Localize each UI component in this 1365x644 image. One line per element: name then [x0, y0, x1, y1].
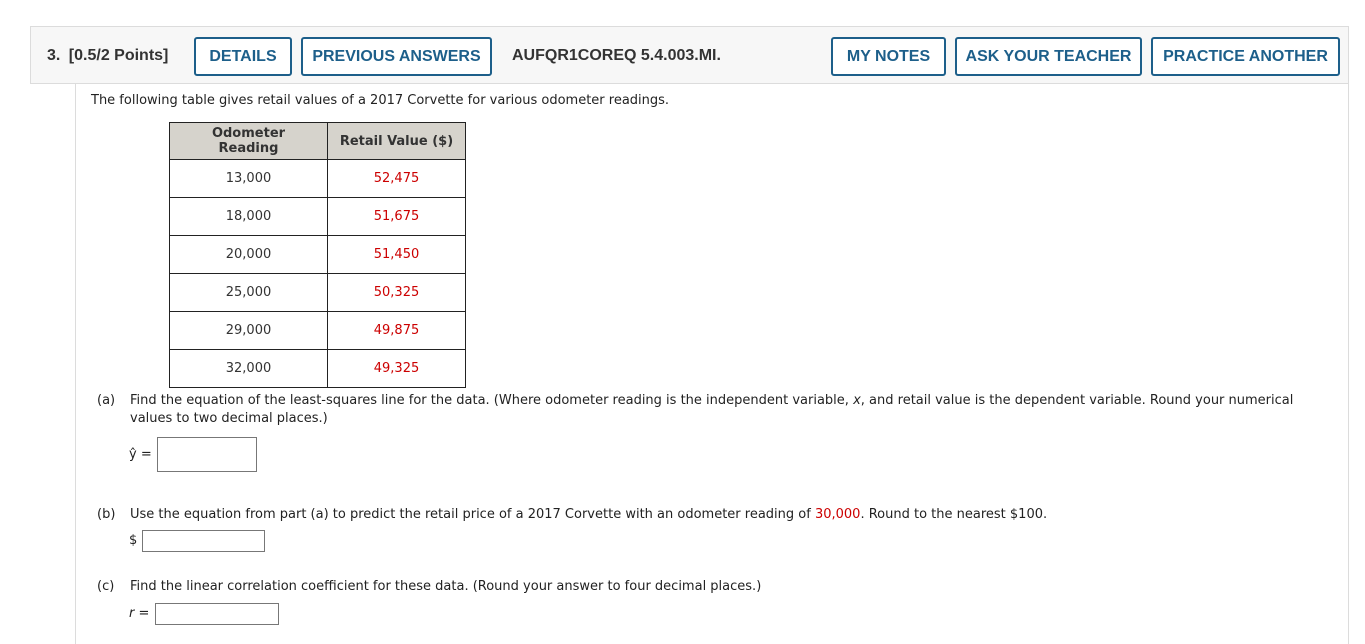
- question-body: [75, 84, 1349, 644]
- retail-value-cell: 51,450: [328, 236, 466, 274]
- odometer-cell: 32,000: [170, 350, 328, 388]
- part-b: [97, 506, 1337, 526]
- part-c: [97, 578, 1337, 598]
- table-row: [170, 236, 466, 274]
- previous-answers-button[interactable]: PREVIOUS ANSWERS: [301, 37, 492, 76]
- y-hat-answer-input[interactable]: [157, 437, 257, 472]
- retail-value-cell: 49,875: [328, 312, 466, 350]
- part-b-question: Use the equation from part (a) to predict the retail price of a 2017 Corvette with an odometer reading of 30,000. Round to the nearest $100.: [130, 507, 1048, 522]
- part-a-question: Find the equation of the least-squares line for the data. (Where odometer reading is the independent variable, x, and retail value is the dependent variable. Round your numerical values to two decimal places.): [130, 393, 1294, 426]
- table-header-row: [170, 123, 466, 160]
- retail-value-cell: 50,325: [328, 274, 466, 312]
- my-notes-button[interactable]: MY NOTES: [831, 37, 946, 76]
- table-row: [170, 160, 466, 198]
- odometer-cell: 25,000: [170, 274, 328, 312]
- y-hat-label: ŷ =: [129, 447, 152, 462]
- odometer-cell: 18,000: [170, 198, 328, 236]
- correlation-answer-input[interactable]: [155, 603, 279, 625]
- ask-teacher-button[interactable]: ASK YOUR TEACHER: [955, 37, 1142, 76]
- table-row: [170, 198, 466, 236]
- retail-value-cell: 52,475: [328, 160, 466, 198]
- part-b-label: (b): [97, 507, 116, 522]
- column-header-odometer: Odometer Reading: [170, 123, 328, 160]
- table-row: [170, 312, 466, 350]
- question-header: [30, 26, 1349, 84]
- odometer-cell: 13,000: [170, 160, 328, 198]
- variable-x: x: [853, 393, 861, 408]
- part-a: [97, 392, 1337, 432]
- details-button[interactable]: DETAILS: [194, 37, 292, 76]
- data-table: [169, 122, 466, 388]
- r-label: r =: [129, 606, 150, 621]
- retail-value-cell: 49,325: [328, 350, 466, 388]
- question-intro: The following table gives retail values of a 2017 Corvette for various odometer readings.: [91, 93, 670, 108]
- dollar-label: $: [129, 533, 138, 548]
- question-code: AUFQR1COREQ 5.4.003.MI.: [512, 47, 721, 64]
- practice-another-button[interactable]: PRACTICE ANOTHER: [1151, 37, 1340, 76]
- points-label: [0.5/2 Points]: [68, 47, 169, 64]
- price-answer-input[interactable]: [142, 530, 265, 552]
- column-header-retail: Retail Value ($): [328, 123, 466, 160]
- part-c-question: Find the linear correlation coefficient for these data. (Round your answer to four decimal places.): [130, 579, 762, 594]
- odometer-highlight: 30,000: [814, 507, 861, 522]
- part-c-label: (c): [97, 579, 115, 594]
- odometer-cell: 29,000: [170, 312, 328, 350]
- question-number: 3. [0.5/2 Points]: [47, 47, 169, 64]
- part-a-label: (a): [97, 393, 116, 408]
- table-row: [170, 274, 466, 312]
- retail-value-cell: 51,675: [328, 198, 466, 236]
- odometer-cell: 20,000: [170, 236, 328, 274]
- table-row: [170, 350, 466, 388]
